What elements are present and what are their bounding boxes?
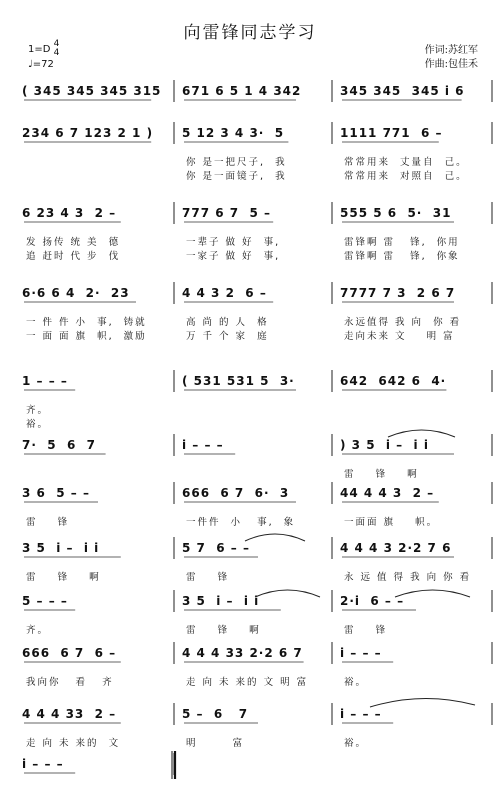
measure-notes: 4 4 4 33 2 – — [22, 707, 117, 721]
lyric-text: 齐。 — [26, 405, 50, 416]
lyric-text: 一面面 旗 帜。 — [344, 517, 439, 528]
lyric-text: 雷 锋 啊 — [26, 572, 101, 583]
lyric-text: 追 赶时 代 步 伐 — [26, 251, 121, 262]
lyric-text: 常常用来 对照自 己。 — [344, 171, 468, 182]
measure-notes: 4 4 4 33 2·2 6 7 — [182, 646, 303, 660]
lyricist-credit: 作词:苏红军 — [424, 45, 478, 56]
measure-notes: 555 5 6 5· 31 — [340, 206, 452, 220]
lyric-text: 明 富 — [186, 738, 245, 749]
measure-notes: 3 6 5 – – — [22, 486, 90, 500]
lyric-text: 雷锋啊 雷 锋, 你象 — [344, 251, 460, 262]
slur-arc — [245, 534, 305, 541]
lyric-text: 雷 锋 — [344, 625, 388, 636]
measure-notes: 5 7 6 – – — [182, 541, 250, 555]
measure-notes: 3 5 i – i i — [182, 594, 260, 608]
measure-notes: 666 6 7 6· 3 — [182, 486, 290, 500]
slur-arc — [255, 590, 320, 597]
lyric-text: 裕。 — [26, 419, 50, 430]
lyric-text: 一辈子 做 好 事, — [186, 237, 281, 248]
lyric-text: 雷 锋 — [26, 517, 70, 528]
lyric-text: 常常用来 丈量自 己。 — [344, 157, 468, 168]
lyric-text: 一家子 做 好 事, — [186, 251, 281, 262]
lyric-text: 走 向 未 来的 文 明 富 — [186, 677, 309, 688]
slur-arc — [388, 430, 455, 437]
measure-notes: i – – – — [22, 757, 64, 771]
lyric-text: 一 件 件 小 事, 铸就 — [26, 317, 147, 328]
measure-notes: 3 5 i – i i — [22, 541, 100, 555]
lyric-text: 永 远 值 得 我 向 你 看 — [344, 572, 472, 583]
lyric-text: 发 扬传 统 美 德 — [26, 237, 121, 248]
measure-notes: ) 3 5 i – i i — [340, 438, 429, 452]
lyric-text: 你 是一把尺子, 我 — [186, 157, 287, 168]
measure-notes: 7· 5 6 7 — [22, 438, 97, 452]
measure-notes: 6·6 6 4 2· 23 — [22, 286, 130, 300]
lyric-text: 高 尚 的 人 格 — [186, 317, 269, 328]
lyric-text: 雷 锋 啊 — [344, 469, 419, 480]
measure-notes: 671 6 5 1 4 342 — [182, 84, 302, 98]
lyric-text: 雷锋啊 雷 锋, 你用 — [344, 237, 460, 248]
slur-arc — [395, 590, 470, 597]
measure-notes: 666 6 7 6 – — [22, 646, 117, 660]
lyric-text: 万 千 个 家 庭 — [186, 331, 269, 342]
lyric-text: 我向你 看 齐 — [26, 677, 114, 688]
measure-notes: 642 642 6 4· — [340, 374, 447, 388]
lyric-text: 雷 锋 — [186, 572, 230, 583]
song-title: 向雷锋同志学习 — [183, 23, 317, 43]
lyric-text: 裕。 — [344, 738, 368, 749]
measure-notes: 5 12 3 4 3· 5 — [182, 126, 285, 140]
time-top: 4 — [53, 39, 60, 49]
measure-notes: ( 345 345 345 315 — [22, 84, 162, 98]
tempo-mark: ♩=72 — [28, 59, 54, 70]
measure-notes: 345 345 345 i 6 — [340, 84, 465, 98]
lyric-text: 走向未来 文 明 富 — [344, 331, 455, 342]
time-bottom: 4 — [53, 48, 60, 58]
lyric-text: 一 面 面 旗 帜, 激励 — [26, 331, 147, 342]
measure-notes: 44 4 4 3 2 – — [340, 486, 435, 500]
measure-notes: i – – – — [182, 438, 224, 452]
measure-notes: i – – – — [340, 707, 382, 721]
lyric-text: 裕。 — [344, 677, 368, 688]
lyric-text: 走 向 未 来的 文 — [26, 738, 121, 749]
composer-credit: 作曲:包佳禾 — [424, 59, 478, 70]
measure-notes: 2·i 6 – – — [340, 594, 405, 608]
lyric-text: 永远值得 我 向 你 看 — [344, 317, 462, 328]
measure-notes: 5 – – – — [22, 594, 68, 608]
measure-notes: 4 4 3 2 6 – — [182, 286, 267, 300]
lyric-text: 齐。 — [26, 625, 50, 636]
measure-notes: 6 23 4 3 2 – — [22, 206, 117, 220]
measure-notes: 4 4 4 3 2·2 7 6 — [340, 541, 452, 555]
key-signature: 1=D — [28, 44, 51, 55]
measure-notes: 7777 7 3 2 6 7 — [340, 286, 456, 300]
measure-notes: ( 531 531 5 3· — [182, 374, 295, 388]
lyric-text: 雷 锋 啊 — [186, 625, 261, 636]
measure-notes: i – – – — [340, 646, 382, 660]
measure-notes: 1111 771 6 – — [340, 126, 443, 140]
measure-notes: 1 – – – — [22, 374, 68, 388]
measure-notes: 5 – 6 7 — [182, 707, 249, 721]
measure-notes: 234 6 7 123 2 1 ) — [22, 126, 154, 140]
slur-arc — [370, 698, 475, 707]
lyric-text: 一件件 小 事, 象 — [186, 517, 296, 528]
measure-notes: 777 6 7 5 – — [182, 206, 271, 220]
lyric-text: 你 是一面镜子, 我 — [186, 171, 287, 182]
